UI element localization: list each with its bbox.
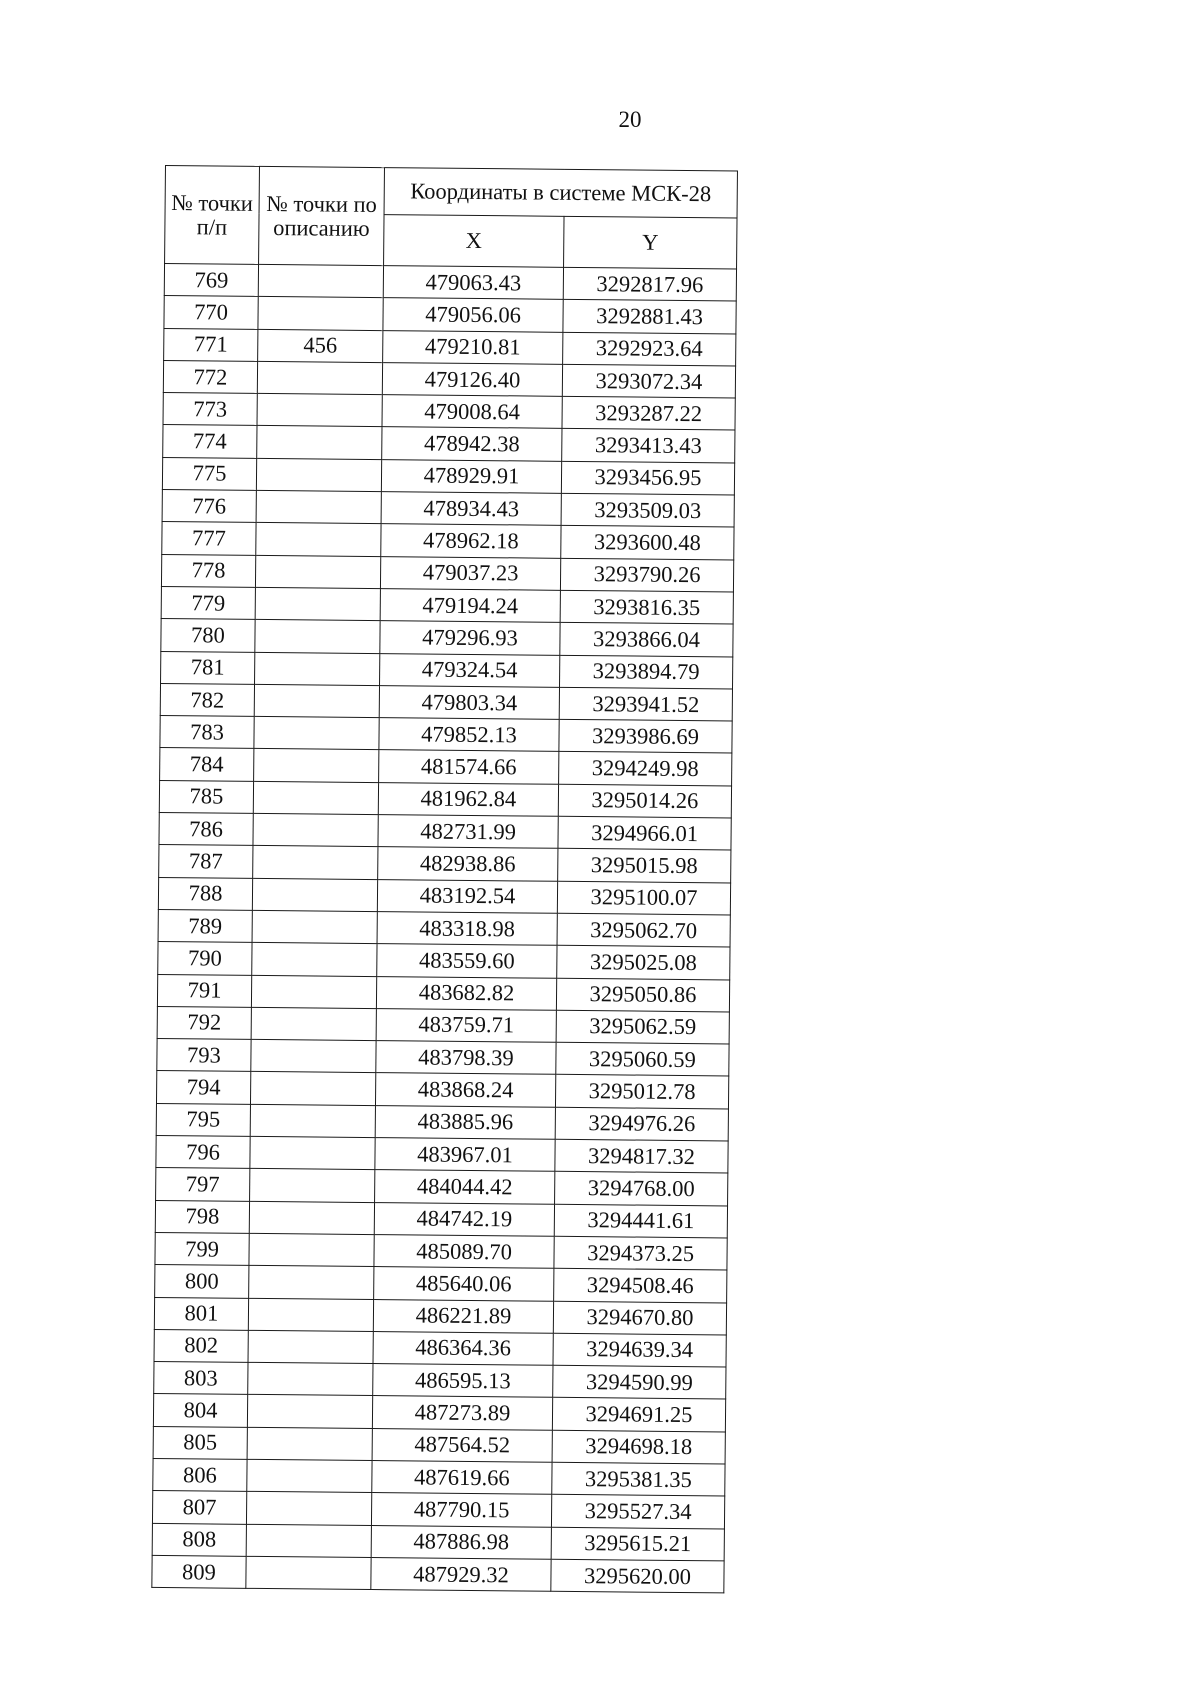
cell-y: 3294508.46 [554,1268,727,1302]
cell-y: 3295615.21 [551,1527,724,1561]
cell-x: 483192.54 [377,879,557,913]
cell-y: 3295062.70 [557,913,730,947]
cell-x: 479063.43 [383,266,563,300]
cell-x: 487564.52 [372,1428,552,1462]
cell-point-number: 788 [158,877,252,910]
cell-point-description [256,490,381,523]
cell-point-number: 778 [161,554,255,587]
cell-point-description [249,1201,374,1234]
cell-y: 3294249.98 [559,752,732,786]
cell-y: 3293986.69 [559,719,732,753]
cell-point-number: 804 [153,1394,247,1427]
cell-y: 3295060.59 [556,1042,729,1076]
cell-y: 3295050.86 [556,978,729,1012]
cell-x: 479803.34 [379,685,559,719]
cell-point-description [253,846,378,879]
table-row [160,683,732,721]
cell-y: 3293941.52 [559,687,732,721]
cell-point-description [255,587,380,620]
cell-point-description [248,1298,373,1331]
table-row [163,360,735,398]
table-row [155,1265,727,1303]
cell-point-number: 800 [155,1265,249,1298]
cell-y: 3295014.26 [558,784,731,818]
cell-y: 3293072.34 [562,364,735,398]
table-row [158,909,730,947]
cell-y: 3294976.26 [555,1107,728,1141]
table-row [157,974,729,1012]
cell-point-description [256,458,381,491]
cell-point-description [250,1104,375,1137]
cell-point-description [250,1072,375,1105]
cell-x: 478942.38 [382,427,562,461]
cell-x: 481962.84 [378,782,558,816]
cell-x: 479126.40 [382,362,562,396]
cell-y: 3293509.03 [561,493,734,527]
cell-point-number: 787 [159,845,253,878]
cell-point-number: 779 [161,586,255,619]
cell-point-number: 769 [164,264,258,297]
table-row [162,522,734,560]
table-row [159,813,731,851]
cell-y: 3294441.61 [554,1204,727,1238]
cell-point-description [252,910,377,943]
cell-point-description [249,1233,374,1266]
table-row [156,1103,728,1141]
cell-point-description [255,555,380,588]
cell-y: 3292923.64 [563,332,736,366]
cell-x: 487929.32 [371,1557,551,1591]
coordinates-table [151,165,738,1594]
cell-x: 479194.24 [380,589,560,623]
cell-point-number: 791 [157,974,251,1007]
cell-point-description [257,394,382,427]
cell-y: 3293456.95 [561,461,734,495]
cell-y: 3294639.34 [553,1333,726,1367]
cell-x: 487790.15 [371,1493,551,1527]
cell-point-number: 786 [159,813,253,846]
cell-y: 3294590.99 [553,1365,726,1399]
header-point-number: № точки п/п [165,166,260,265]
table-row [161,651,733,689]
table-row [161,619,733,657]
cell-x: 487619.66 [372,1461,552,1495]
cell-point-number: 796 [156,1135,250,1168]
cell-point-description [254,717,379,750]
cell-point-number: 783 [160,716,254,749]
cell-point-number: 806 [153,1458,247,1491]
cell-point-description [251,1007,376,1040]
cell-point-number: 797 [156,1168,250,1201]
cell-x: 479324.54 [380,653,560,687]
cell-x: 487886.98 [371,1525,551,1559]
cell-point-description [258,297,383,330]
cell-x: 479056.06 [383,298,563,332]
table-row [161,586,733,624]
table-row [163,393,735,431]
cell-point-description [248,1362,373,1395]
cell-point-number: 790 [158,942,252,975]
cell-point-description [257,426,382,459]
cell-x: 479210.81 [383,330,563,364]
cell-y: 3294691.25 [552,1398,725,1432]
cell-point-number: 789 [158,909,252,942]
cell-point-number: 772 [163,360,257,393]
cell-point-description [252,943,377,976]
cell-point-number: 809 [152,1555,246,1588]
table-row [157,1039,729,1077]
cell-point-description: 456 [258,329,383,362]
table-row [152,1555,724,1593]
header-point-description: № точки по описанию [259,166,385,265]
cell-y: 3294373.25 [554,1236,727,1270]
cell-y: 3295381.35 [552,1462,725,1496]
cell-point-number: 795 [156,1103,250,1136]
cell-point-description [247,1395,372,1428]
cell-point-description [254,749,379,782]
table-row [153,1394,725,1432]
table-row [157,1006,729,1044]
cell-x: 478962.18 [381,524,561,558]
cell-point-description [250,1136,375,1169]
cell-y: 3292881.43 [563,300,736,334]
cell-y: 3294698.18 [552,1430,725,1464]
cell-y: 3295100.07 [557,881,730,915]
cell-x: 485089.70 [374,1234,554,1268]
cell-point-description [257,361,382,394]
cell-x: 487273.89 [372,1396,552,1430]
cell-x: 482731.99 [378,815,558,849]
cell-y: 3294670.80 [553,1301,726,1335]
cell-x: 479037.23 [380,556,560,590]
cell-x: 483885.96 [375,1105,555,1139]
cell-y: 3293287.22 [562,397,735,431]
cell-x: 479008.64 [382,395,562,429]
cell-y: 3295527.34 [551,1495,724,1529]
cell-point-description [249,1266,374,1299]
cell-x: 483798.39 [376,1041,556,1075]
cell-x: 479296.93 [380,621,560,655]
table-row [155,1200,727,1238]
table-row [164,328,736,366]
cell-point-description [247,1427,372,1460]
cell-point-number: 792 [157,1006,251,1039]
cell-x: 481574.66 [379,750,559,784]
cell-x: 479852.13 [379,718,559,752]
cell-y: 3295015.98 [558,849,731,883]
cell-point-number: 775 [162,457,256,490]
cell-y: 3293816.35 [560,590,733,624]
table-row [160,748,732,786]
table-row [152,1491,724,1529]
table-row [154,1329,726,1367]
cell-y: 3295620.00 [551,1559,724,1593]
header-y: Y [564,216,737,269]
cell-point-description [252,878,377,911]
table-row [162,490,734,528]
cell-y: 3293866.04 [560,623,733,657]
cell-point-description [253,781,378,814]
cell-point-description [250,1169,375,1202]
cell-x: 483759.71 [376,1008,556,1042]
cell-point-number: 798 [155,1200,249,1233]
cell-x: 482938.86 [378,847,558,881]
cell-y: 3293413.43 [562,429,735,463]
cell-x: 478929.91 [381,459,561,493]
table-body [152,264,737,1594]
table-row [154,1362,726,1400]
cell-point-number: 781 [161,651,255,684]
cell-y: 3295025.08 [557,946,730,980]
page-number: 20 [618,107,642,132]
cell-y: 3292817.96 [563,267,736,301]
cell-y: 3295062.59 [556,1010,729,1044]
cell-point-description [248,1330,373,1363]
cell-point-number: 799 [155,1232,249,1265]
table-row [161,554,733,592]
table-row [156,1168,728,1206]
cell-point-description [255,652,380,685]
cell-point-number: 780 [161,619,255,652]
cell-point-number: 770 [164,296,258,329]
table-row [154,1297,726,1335]
cell-x: 478934.43 [381,492,561,526]
table-row [159,780,731,818]
cell-point-description [258,264,383,297]
header-x: X [384,215,564,268]
cell-point-description [246,1524,371,1557]
cell-point-number: 802 [154,1329,248,1362]
cell-point-number: 803 [154,1362,248,1395]
cell-point-number: 793 [157,1039,251,1072]
cell-x: 485640.06 [374,1267,554,1301]
cell-x: 483682.82 [376,976,556,1010]
cell-point-number: 784 [160,748,254,781]
cell-point-number: 785 [159,780,253,813]
cell-point-number: 782 [160,683,254,716]
table-row [153,1426,725,1464]
cell-point-description [246,1492,371,1525]
cell-point-number: 801 [154,1297,248,1330]
table-row [158,877,730,915]
cell-y: 3293600.48 [561,526,734,560]
table-row [164,296,736,334]
cell-y: 3294966.01 [558,816,731,850]
cell-point-number: 794 [156,1071,250,1104]
cell-y: 3293790.26 [560,558,733,592]
cell-point-description [246,1556,371,1589]
cell-point-description [247,1459,372,1492]
cell-x: 483967.01 [375,1138,555,1172]
table-row [160,716,732,754]
cell-point-number: 773 [163,393,257,426]
cell-point-number: 805 [153,1426,247,1459]
table-row [156,1071,728,1109]
table-row [158,942,730,980]
cell-point-description [254,684,379,717]
table-row [163,425,735,463]
cell-x: 483318.98 [377,912,557,946]
cell-point-description [253,813,378,846]
table-row [152,1523,724,1561]
header-coordinates-system: Координаты в системе МСК-28 [384,168,737,218]
cell-y: 3293894.79 [560,655,733,689]
cell-point-number: 807 [152,1491,246,1524]
cell-point-description [251,975,376,1008]
table-row [164,264,736,302]
cell-point-number: 777 [162,522,256,555]
table-row [156,1135,728,1173]
cell-x: 486364.36 [373,1331,553,1365]
cell-point-number: 771 [164,328,258,361]
cell-y: 3295012.78 [555,1075,728,1109]
cell-x: 484742.19 [374,1202,554,1236]
cell-point-number: 776 [162,490,256,523]
table-row [159,845,731,883]
cell-x: 486221.89 [373,1299,553,1333]
table-row [153,1458,725,1496]
cell-x: 483868.24 [375,1073,555,1107]
cell-y: 3294817.32 [555,1139,728,1173]
cell-x: 483559.60 [377,944,557,978]
table-row [162,457,734,495]
cell-point-number: 774 [163,425,257,458]
cell-point-description [251,1039,376,1072]
table-row [155,1232,727,1270]
cell-x: 486595.13 [373,1364,553,1398]
cell-point-description [256,523,381,556]
cell-point-description [255,620,380,653]
cell-x: 484044.42 [375,1170,555,1204]
cell-point-number: 808 [152,1523,246,1556]
cell-y: 3294768.00 [555,1172,728,1206]
